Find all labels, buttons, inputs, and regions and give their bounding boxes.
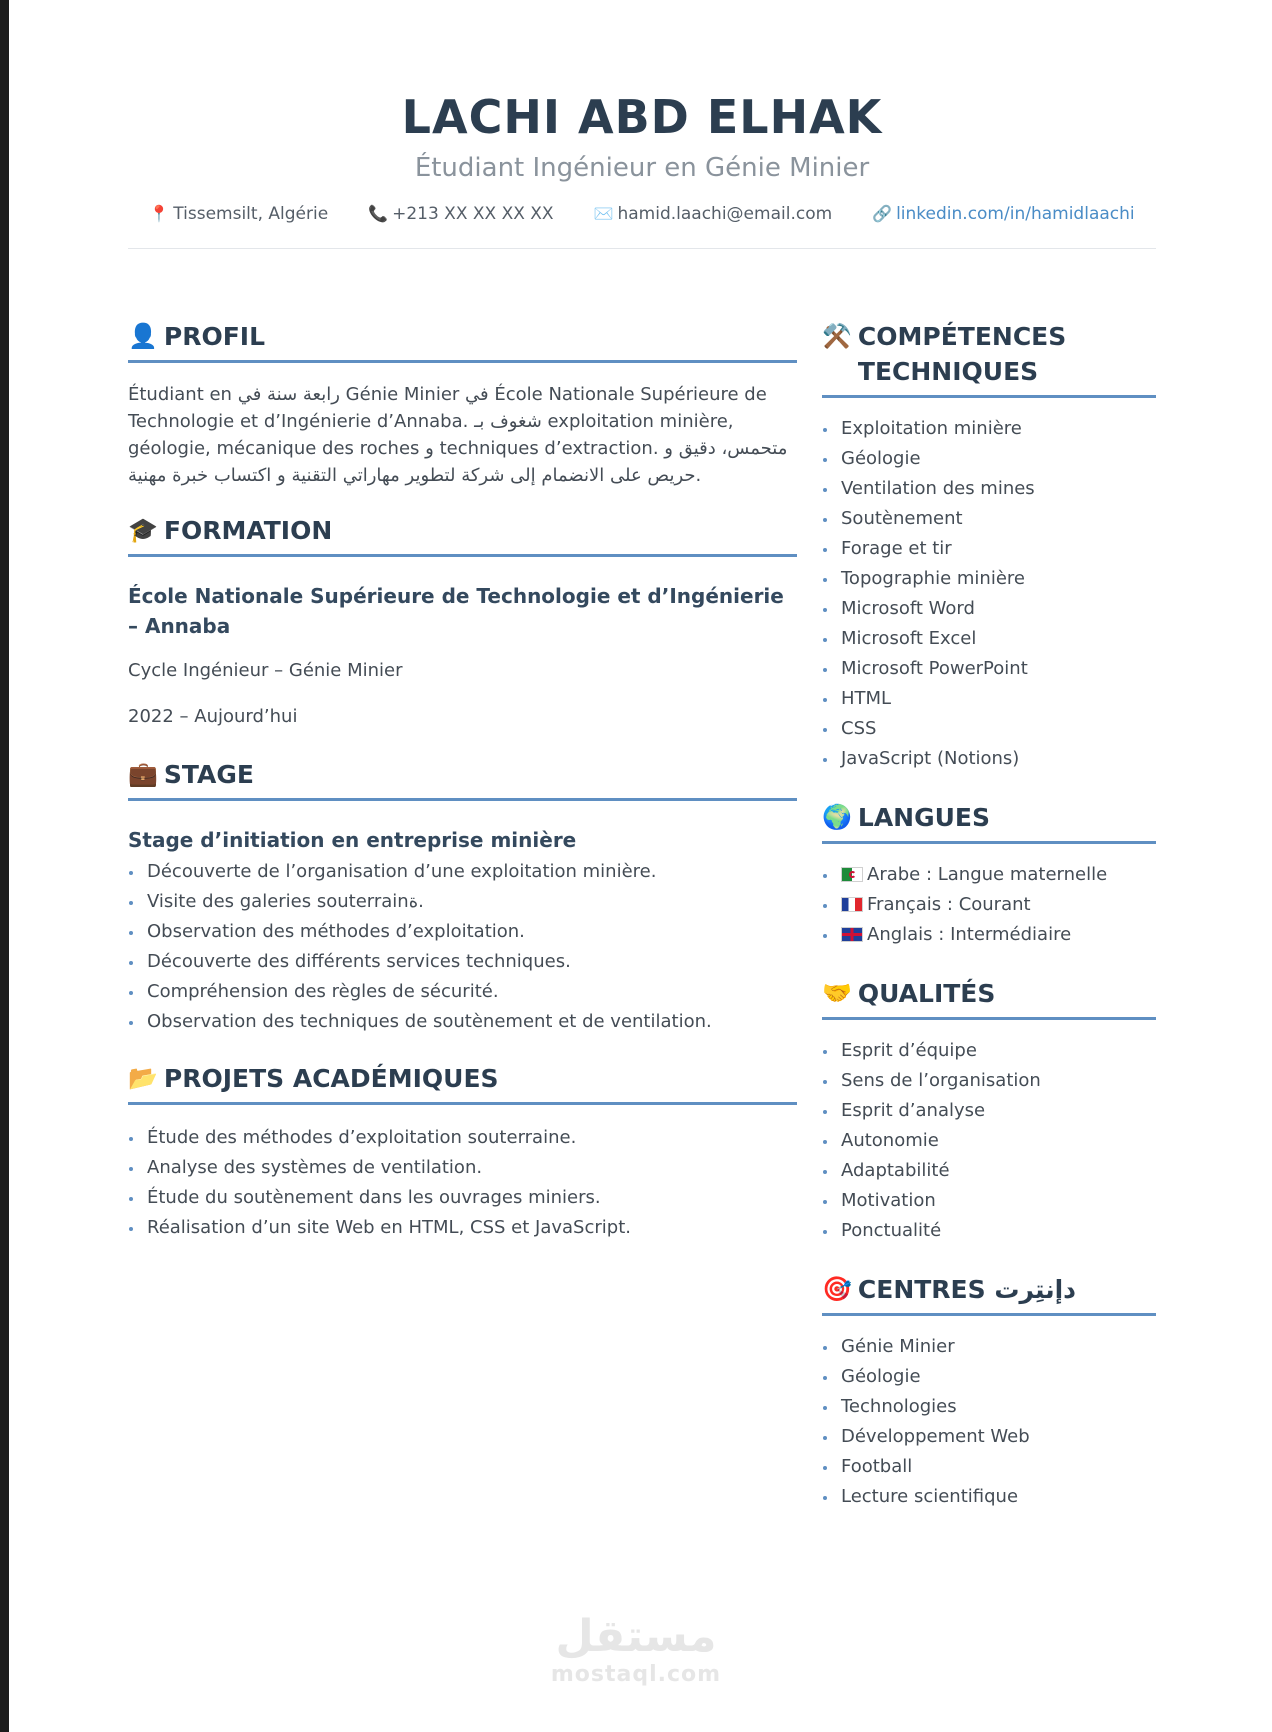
contact-phone xyxy=(368,202,553,226)
section-title-langues: 🌍 LANGUES xyxy=(822,800,1156,844)
stage-list xyxy=(128,857,797,1037)
centres-list xyxy=(822,1332,1156,1512)
list-item: Visite des galeries souterrainة. xyxy=(128,887,797,917)
list-item: Découverte de l’organisation d’une exploitation minière. xyxy=(128,857,797,887)
profil-text: Étudiant en رابعة سنة في Génie Minier في École Nationale Supérieure de Technologie et d’Ingénierie d’Annaba. شغوف بـ exploitation minière, géologie, mécanique des roches و techniques d’extraction. متحمس، دقيق و حريص على الانضمام إلى شركة لتطوير مهاراتي التقنية و اكتساب خبرة مهنية. xyxy=(128,384,788,486)
uk-flag-icon xyxy=(841,927,863,942)
contact-row xyxy=(128,202,1156,226)
projets-list xyxy=(128,1123,797,1243)
list-item: Arabe : Langue maternelle xyxy=(822,860,1156,890)
list-item: Lecture scientifique xyxy=(822,1482,1156,1512)
phone-icon: 📞 xyxy=(368,204,389,223)
list-item: Esprit d’analyse xyxy=(822,1096,1156,1126)
list-item: Compréhension des règles de sécurité. xyxy=(128,977,797,1007)
list-item: Étude du soutènement dans les ouvrages miniers. xyxy=(128,1183,797,1213)
list-item: Forage et tir xyxy=(822,534,1156,564)
list-item: JavaScript (Notions) xyxy=(822,744,1156,774)
full-name: LACHI ABD ELHAK xyxy=(401,90,883,144)
stage-heading: Stage d’initiation en entreprise minière xyxy=(128,828,577,852)
pin-icon: 📍 xyxy=(149,204,170,223)
main-column xyxy=(128,319,797,1538)
section-title-stage: 💼 STAGE xyxy=(128,757,797,801)
formation-section xyxy=(128,513,797,733)
competences-section xyxy=(822,319,1156,774)
cv-header xyxy=(128,0,1156,249)
side-column xyxy=(822,319,1156,1538)
list-item: Observation des techniques de soutènement et de ventilation. xyxy=(128,1007,797,1037)
list-item: Ponctualité xyxy=(822,1216,1156,1246)
email-text: hamid.laachi@email.com xyxy=(617,204,833,224)
watermark xyxy=(0,1612,1272,1688)
list-item: Ventilation des mines xyxy=(822,474,1156,504)
contact-email xyxy=(594,202,833,226)
degree-cycle: Cycle Ingénieur – Génie Minier xyxy=(128,660,403,681)
section-title-competences: ⚒️ COMPÉTENCES TECHNIQUES xyxy=(822,319,1156,398)
list-item: Adaptabilité xyxy=(822,1156,1156,1186)
study-period: 2022 – Aujourd’hui xyxy=(128,706,298,727)
list-item: Observation des méthodes d’exploitation. xyxy=(128,917,797,947)
list-item: Motivation xyxy=(822,1186,1156,1216)
langues-list xyxy=(822,860,1156,950)
list-item: Génie Minier xyxy=(822,1332,1156,1362)
section-title-profil: 👤 PROFIL xyxy=(128,319,797,363)
header-divider xyxy=(128,248,1156,249)
watermark-arabic: مستقل xyxy=(555,1611,717,1662)
list-item: Sens de l’organisation xyxy=(822,1066,1156,1096)
list-item: Autonomie xyxy=(822,1126,1156,1156)
contact-location xyxy=(149,202,328,226)
person-icon: 👤 xyxy=(128,322,158,350)
target-icon: 🎯 xyxy=(822,1275,852,1303)
link-icon: 🔗 xyxy=(872,204,893,223)
list-item: Exploitation minière xyxy=(822,414,1156,444)
briefcase-icon: 💼 xyxy=(128,760,158,788)
list-item: Analyse des systèmes de ventilation. xyxy=(128,1153,797,1183)
section-title-centres: 🎯 CENTRES دإنتِرت xyxy=(822,1272,1156,1316)
graduation-cap-icon: 🎓 xyxy=(128,516,158,544)
list-item: Technologies xyxy=(822,1392,1156,1422)
list-item: Anglais : Intermédiaire xyxy=(822,920,1156,950)
phone-text: +213 XX XX XX XX xyxy=(392,204,554,224)
list-item: Topographie minière xyxy=(822,564,1156,594)
list-item: Géologie xyxy=(822,1362,1156,1392)
mail-icon: ✉️ xyxy=(593,204,614,223)
list-item: Microsoft PowerPoint xyxy=(822,654,1156,684)
centres-section xyxy=(822,1272,1156,1512)
cv-columns xyxy=(128,319,1156,1538)
contact-linkedin[interactable] xyxy=(872,202,1134,226)
left-edge-bar xyxy=(0,0,9,1732)
section-title-formation: 🎓 FORMATION xyxy=(128,513,797,557)
folder-icon: 📂 xyxy=(128,1064,158,1092)
list-item: Développement Web xyxy=(822,1422,1156,1452)
competences-list xyxy=(822,414,1156,774)
handshake-icon: 🤝 xyxy=(822,979,852,1007)
location-text: Tissemsilt, Algérie xyxy=(173,204,329,224)
section-title-qualites: 🤝 QUALITÉS xyxy=(822,976,1156,1020)
list-item: Microsoft Excel xyxy=(822,624,1156,654)
list-item: Découverte des différents services techniques. xyxy=(128,947,797,977)
list-item: Football xyxy=(822,1452,1156,1482)
job-title: Étudiant Ingénieur en Génie Minier xyxy=(414,153,870,183)
list-item: Français : Courant xyxy=(822,890,1156,920)
france-flag-icon xyxy=(841,897,863,912)
profil-section xyxy=(128,319,797,489)
watermark-latin: mostaql.com xyxy=(550,1662,722,1687)
section-title-projets: 📂 PROJETS ACADÉMIQUES xyxy=(128,1061,797,1105)
stage-section xyxy=(128,757,797,1037)
langues-section xyxy=(822,800,1156,950)
cv-page xyxy=(128,0,1156,1732)
list-item: Soutènement xyxy=(822,504,1156,534)
list-item: Réalisation d’un site Web en HTML, CSS et JavaScript. xyxy=(128,1213,797,1243)
projets-section xyxy=(128,1061,797,1243)
linkedin-link[interactable]: linkedin.com/in/hamidlaachi xyxy=(896,204,1135,224)
list-item: HTML xyxy=(822,684,1156,714)
list-item: Géologie xyxy=(822,444,1156,474)
list-item: Étude des méthodes d’exploitation souterraine. xyxy=(128,1123,797,1153)
tools-icon: ⚒️ xyxy=(822,322,852,350)
list-item: Esprit d’équipe xyxy=(822,1036,1156,1066)
qualites-list xyxy=(822,1036,1156,1246)
list-item: Microsoft Word xyxy=(822,594,1156,624)
algeria-flag-icon xyxy=(841,867,863,882)
school-name: École Nationale Supérieure de Technologie et d’Ingénierie – Annaba xyxy=(128,584,784,638)
qualites-section xyxy=(822,976,1156,1246)
globe-icon: 🌍 xyxy=(822,803,852,831)
list-item: CSS xyxy=(822,714,1156,744)
